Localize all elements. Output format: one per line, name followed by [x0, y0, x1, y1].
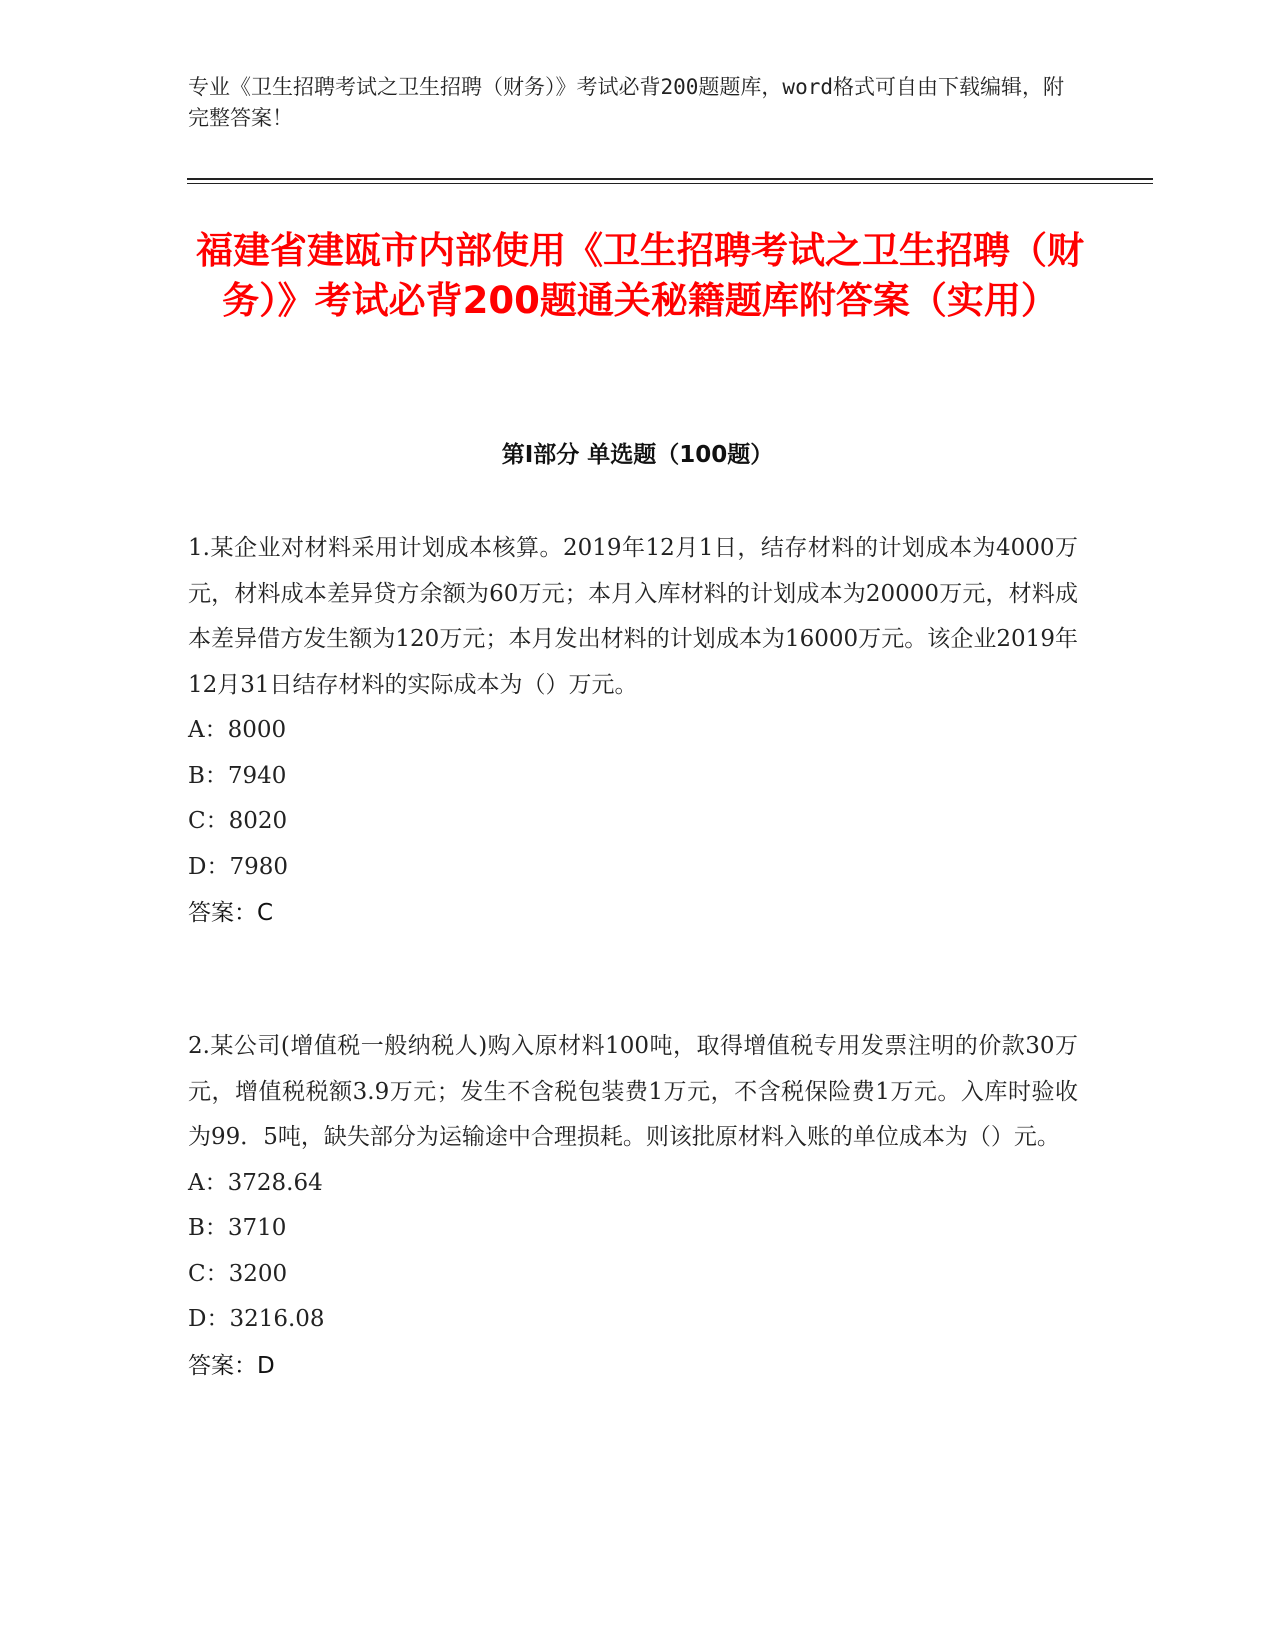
- question-block: [188, 526, 1078, 936]
- option-a: A：3728.64: [188, 1169, 323, 1196]
- header-note: 专业《卫生招聘考试之卫生招聘（财务）》考试必背200题题库，word格式可自由下载编辑，附完整答案！: [188, 75, 1064, 130]
- header-divider: [187, 178, 1153, 180]
- option-d: D：3216.08: [188, 1306, 325, 1332]
- question-block: [188, 1024, 1078, 1389]
- document-title: 福建省建瓯市内部使用《卫生招聘考试之卫生招聘（财务）》考试必背200题通关秘籍题库附答案（实用）: [196, 229, 1084, 322]
- answer: 答案：D: [188, 1352, 275, 1379]
- section-heading: 第Ⅰ部分 单选题（100题）: [501, 442, 774, 468]
- option-b: B：3710: [188, 1215, 287, 1241]
- option-c: C：3200: [188, 1260, 288, 1287]
- question-stem: 1.某企业对材料采用计划成本核算。2019年12月1日，结存材料的计划成本为4000万元，材料成本差异贷方余额为60万元；本月入库材料的计划成本为20000万元，材料成本差异借方发生额为120万元；本月发出材料的计划成本为16000万元。该企业2019年12月31日结存材料的实际成本为（）万元。: [188, 535, 1078, 698]
- question-stem: 2.某公司(增值税一般纳税人)购入原材料100吨，取得增值税专用发票注明的价款30万元，增值税税额3.9万元；发生不含税包装费1万元，不含税保险费1万元。入库时验收为99．5吨，缺失部分为运输途中合理损耗。则该批原材料入账的单位成本为（）元。: [188, 1033, 1078, 1150]
- answer: 答案：C: [188, 900, 274, 926]
- option-a: A：8000: [188, 717, 287, 743]
- option-d: D：7980: [188, 853, 288, 880]
- option-c: C：8020: [188, 808, 288, 834]
- option-b: B：7940: [188, 762, 287, 789]
- header-divider-thin: [187, 183, 1153, 184]
